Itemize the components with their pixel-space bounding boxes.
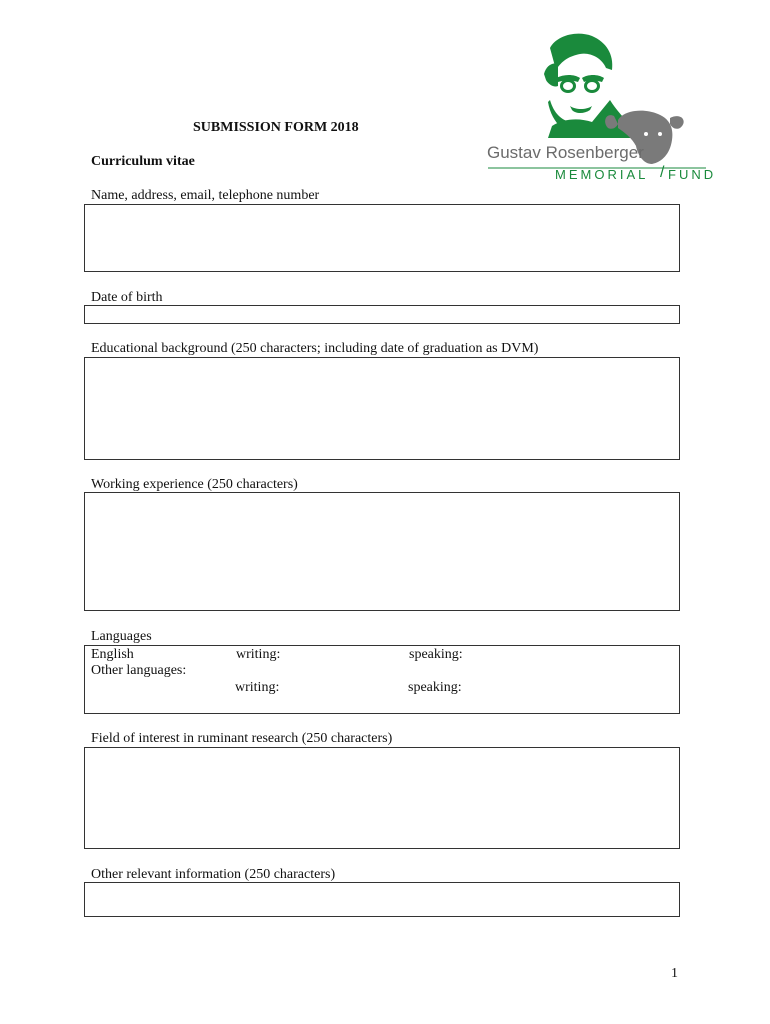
- languages-label: Languages: [91, 629, 152, 644]
- section-title: Curriculum vitae: [91, 154, 195, 169]
- contact-label: Name, address, email, telephone number: [91, 188, 320, 203]
- other-info-field[interactable]: [84, 882, 680, 917]
- english-label: English: [91, 647, 134, 662]
- gustav-rosenberger-memorial-fund-logo: [484, 30, 710, 190]
- form-title: SUBMISSION FORM 2018: [193, 120, 359, 135]
- birth-date-label: Date of birth: [91, 290, 163, 305]
- experience-field[interactable]: [84, 492, 680, 611]
- other-languages-label: Other languages:: [91, 663, 187, 678]
- other-writing-label: writing:: [235, 680, 280, 695]
- logo-memorial-text: MEMORIAL: [555, 167, 649, 182]
- other-speaking-label: speaking:: [408, 680, 462, 695]
- interest-field[interactable]: [84, 747, 680, 849]
- logo-fund-text: FUND: [668, 167, 717, 182]
- page-number: 1: [671, 966, 678, 981]
- education-field[interactable]: [84, 357, 680, 460]
- english-speaking-label: speaking:: [409, 647, 463, 662]
- languages-field[interactable]: [84, 645, 680, 714]
- other-info-label: Other relevant information (250 characters): [91, 867, 336, 882]
- experience-label: Working experience (250 characters): [91, 477, 298, 492]
- logo-graphic: [484, 30, 710, 190]
- logo-name-text: Gustav Rosenberger: [487, 143, 644, 162]
- logo-slash: /: [660, 164, 665, 181]
- birth-date-field[interactable]: [84, 305, 680, 324]
- contact-field[interactable]: [84, 204, 680, 272]
- education-label: Educational background (250 characters; including date of graduation as DVM): [91, 341, 539, 356]
- interest-label: Field of interest in ruminant research (250 characters): [91, 731, 393, 746]
- english-writing-label: writing:: [236, 647, 281, 662]
